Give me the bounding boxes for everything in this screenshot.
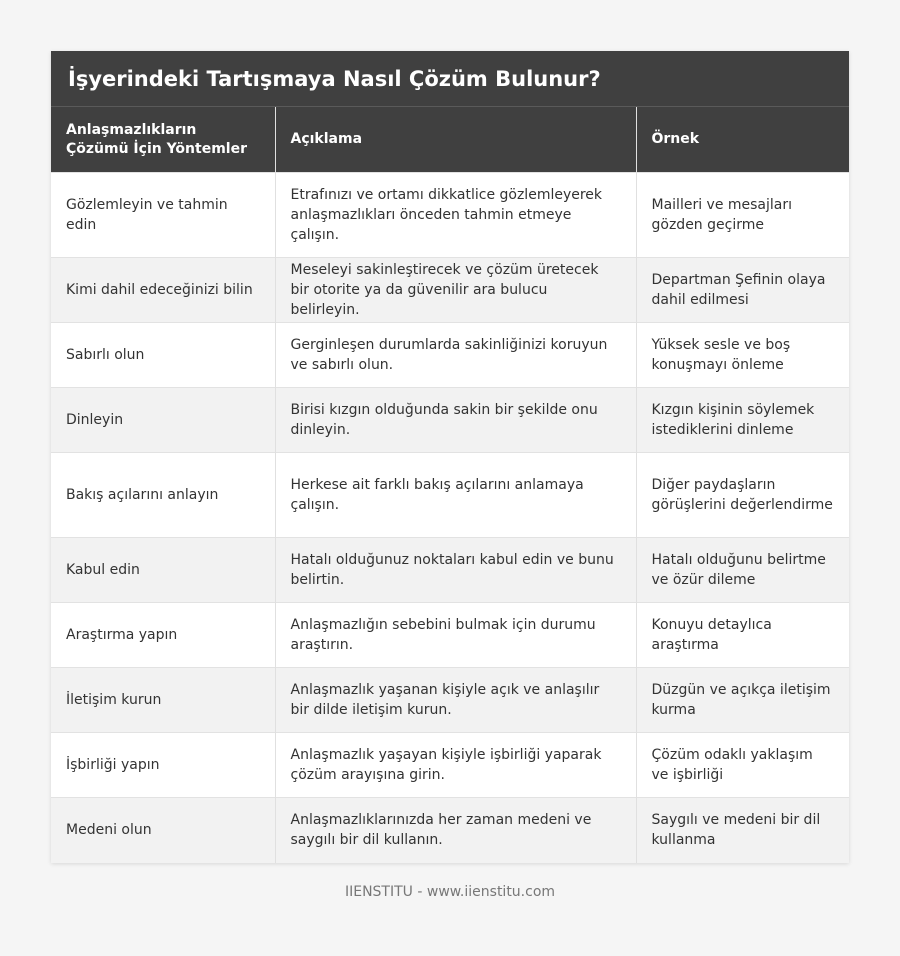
cell-example: Departman Şefinin olaya dahil edilmesi — [636, 258, 849, 323]
cell-method: Gözlemleyin ve tahmin edin — [51, 173, 275, 258]
cell-description: Anlaşmazlık yaşanan kişiyle açık ve anlaşılır bir dilde iletişim kurun. — [275, 668, 636, 733]
cell-description: Gerginleşen durumlarda sakinliğinizi koruyun ve sabırlı olun. — [275, 323, 636, 388]
methods-table — [51, 107, 849, 863]
table-title: İşyerindeki Tartışmaya Nasıl Çözüm Bulunur? — [51, 51, 849, 107]
table-row — [51, 453, 849, 538]
cell-example: Konuyu detaylıca araştırma — [636, 603, 849, 668]
cell-method: Araştırma yapın — [51, 603, 275, 668]
cell-method: Sabırlı olun — [51, 323, 275, 388]
cell-description: Anlaşmazlık yaşayan kişiyle işbirliği yaparak çözüm arayışına girin. — [275, 733, 636, 798]
cell-description: Etrafınızı ve ortamı dikkatlice gözlemleyerek anlaşmazlıkları önceden tahmin etmeye çalışın. — [275, 173, 636, 258]
cell-example: Hatalı olduğunu belirtme ve özür dileme — [636, 538, 849, 603]
table-row — [51, 733, 849, 798]
column-header-description: Açıklama — [275, 107, 636, 173]
cell-method: İşbirliği yapın — [51, 733, 275, 798]
cell-method: Bakış açılarını anlayın — [51, 453, 275, 538]
table-row — [51, 798, 849, 863]
cell-example: Mailleri ve mesajları gözden geçirme — [636, 173, 849, 258]
table-header-row — [51, 107, 849, 173]
cell-description: Birisi kızgın olduğunda sakin bir şekilde onu dinleyin. — [275, 388, 636, 453]
cell-example: Düzgün ve açıkça iletişim kurma — [636, 668, 849, 733]
cell-method: Medeni olun — [51, 798, 275, 863]
cell-description: Anlaşmazlıklarınızda her zaman medeni ve saygılı bir dil kullanın. — [275, 798, 636, 863]
cell-method: Kimi dahil edeceğinizi bilin — [51, 258, 275, 323]
table-row — [51, 538, 849, 603]
cell-method: İletişim kurun — [51, 668, 275, 733]
table-row — [51, 173, 849, 258]
table-card — [51, 51, 849, 863]
cell-method: Kabul edin — [51, 538, 275, 603]
cell-example: Çözüm odaklı yaklaşım ve işbirliği — [636, 733, 849, 798]
cell-description: Herkese ait farklı bakış açılarını anlamaya çalışın. — [275, 453, 636, 538]
cell-example: Saygılı ve medeni bir dil kullanma — [636, 798, 849, 863]
table-row — [51, 388, 849, 453]
cell-description: Meseleyi sakinleştirecek ve çözüm üretecek bir otorite ya da güvenilir ara bulucu belirleyin. — [275, 258, 636, 323]
table-row — [51, 323, 849, 388]
table-row — [51, 668, 849, 733]
cell-example: Kızgın kişinin söylemek istediklerini dinleme — [636, 388, 849, 453]
cell-example: Yüksek sesle ve boş konuşmayı önleme — [636, 323, 849, 388]
cell-method: Dinleyin — [51, 388, 275, 453]
column-header-example: Örnek — [636, 107, 849, 173]
cell-description: Anlaşmazlığın sebebini bulmak için durumu araştırın. — [275, 603, 636, 668]
footer-credit: IIENSTITU - www.iienstitu.com — [344, 884, 556, 900]
column-header-method: Anlaşmazlıkların Çözümü İçin Yöntemler — [51, 107, 275, 173]
cell-example: Diğer paydaşların görüşlerini değerlendirme — [636, 453, 849, 538]
cell-description: Hatalı olduğunuz noktaları kabul edin ve bunu belirtin. — [275, 538, 636, 603]
table-row — [51, 258, 849, 323]
table-row — [51, 603, 849, 668]
